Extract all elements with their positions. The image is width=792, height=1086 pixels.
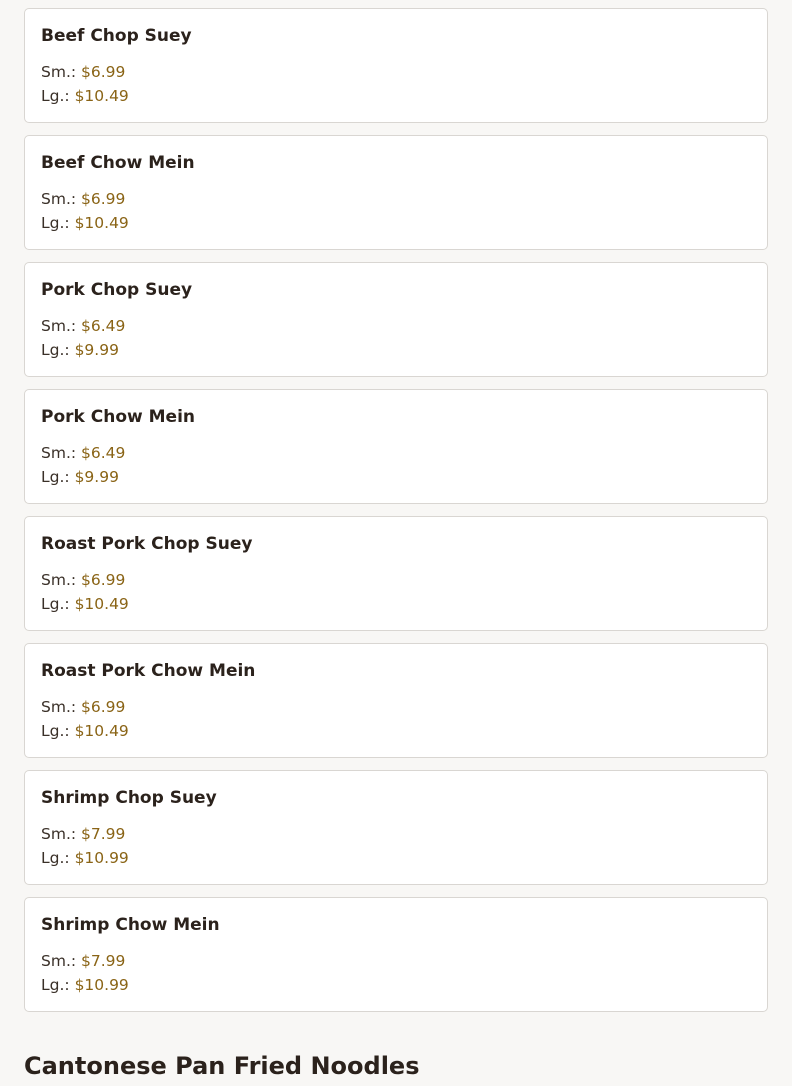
large-price-row	[41, 719, 751, 743]
large-size-label: Lg.:	[41, 722, 70, 740]
small-size-label: Sm.:	[41, 444, 77, 462]
menu-item-card[interactable]	[24, 389, 768, 504]
small-price-row	[41, 949, 751, 973]
menu-item-card[interactable]	[24, 135, 768, 250]
large-price-row	[41, 846, 751, 870]
small-price: $7.99	[81, 825, 126, 843]
large-price: $10.49	[74, 214, 129, 232]
menu-item-name: Roast Pork Chop Suey	[41, 534, 253, 554]
large-size-label: Lg.:	[41, 341, 70, 359]
large-price-row	[41, 211, 751, 235]
large-price-row	[41, 338, 751, 362]
large-price: $9.99	[74, 341, 119, 359]
large-price-row	[41, 592, 751, 616]
small-price: $6.99	[81, 190, 126, 208]
small-price-row	[41, 60, 751, 84]
menu-item-name: Pork Chop Suey	[41, 280, 193, 300]
small-price: $6.99	[81, 63, 126, 81]
small-price: $7.99	[81, 952, 126, 970]
menu-item-card[interactable]	[24, 897, 768, 1012]
large-price: $10.49	[74, 595, 129, 613]
large-size-label: Lg.:	[41, 468, 70, 486]
small-size-label: Sm.:	[41, 190, 77, 208]
large-price: $10.99	[74, 976, 129, 994]
small-size-label: Sm.:	[41, 952, 77, 970]
small-price-row	[41, 695, 751, 719]
menu-item-name: Pork Chow Mein	[41, 407, 196, 427]
large-price: $9.99	[74, 468, 119, 486]
large-size-label: Lg.:	[41, 849, 70, 867]
large-price-row	[41, 84, 751, 108]
menu-item-card[interactable]	[24, 8, 768, 123]
large-price: $10.49	[74, 722, 129, 740]
menu-item-name: Beef Chow Mein	[41, 153, 195, 173]
small-price-row	[41, 314, 751, 338]
small-price: $6.99	[81, 571, 126, 589]
menu-item-name: Shrimp Chow Mein	[41, 915, 220, 935]
menu-item-card[interactable]	[24, 262, 768, 377]
small-size-label: Sm.:	[41, 317, 77, 335]
menu-item-name: Roast Pork Chow Mein	[41, 661, 256, 681]
menu-item-name: Beef Chop Suey	[41, 26, 192, 46]
small-size-label: Sm.:	[41, 825, 77, 843]
small-price-row	[41, 441, 751, 465]
small-size-label: Sm.:	[41, 698, 77, 716]
small-price-row	[41, 187, 751, 211]
large-price-row	[41, 973, 751, 997]
menu-item-card[interactable]	[24, 516, 768, 631]
large-price-row	[41, 465, 751, 489]
large-price: $10.49	[74, 87, 129, 105]
small-price: $6.99	[81, 698, 126, 716]
large-size-label: Lg.:	[41, 595, 70, 613]
small-size-label: Sm.:	[41, 571, 77, 589]
small-size-label: Sm.:	[41, 63, 77, 81]
large-size-label: Lg.:	[41, 976, 70, 994]
menu-item-card[interactable]	[24, 643, 768, 758]
large-size-label: Lg.:	[41, 214, 70, 232]
small-price-row	[41, 568, 751, 592]
small-price-row	[41, 822, 751, 846]
menu-item-list	[24, 8, 768, 1024]
small-price: $6.49	[81, 317, 126, 335]
large-size-label: Lg.:	[41, 87, 70, 105]
menu-item-card[interactable]	[24, 770, 768, 885]
section-heading-cantonese-pan-fried-noodles: Cantonese Pan Fried Noodles	[24, 1052, 420, 1080]
small-price: $6.49	[81, 444, 126, 462]
menu-item-name: Shrimp Chop Suey	[41, 788, 217, 808]
large-price: $10.99	[74, 849, 129, 867]
